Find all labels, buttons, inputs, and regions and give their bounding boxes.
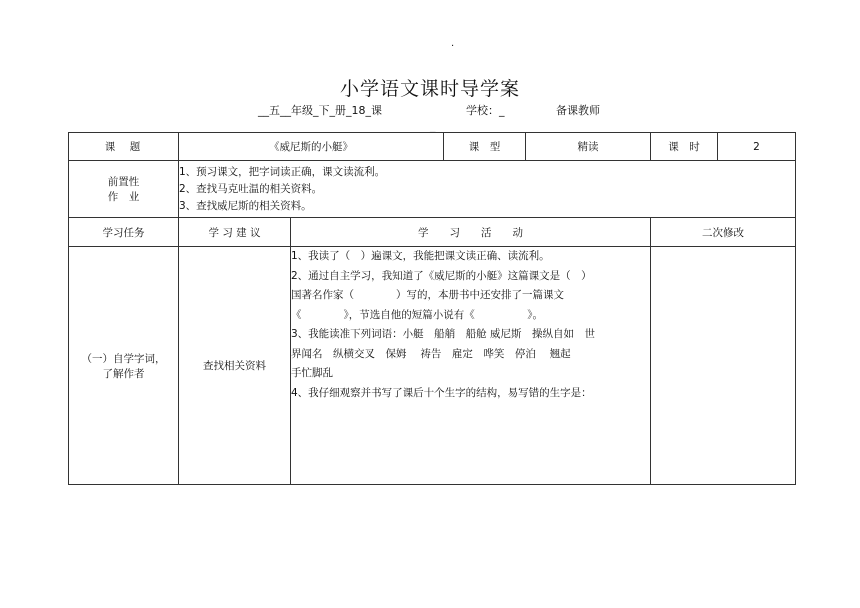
hours-label: 课 时 bbox=[651, 133, 718, 161]
activity-line: 2、通过自主学习，我知道了《威尼斯的小艇》这篇课文是（ ） bbox=[291, 269, 592, 282]
page-title: 小学语文课时导学案 bbox=[339, 78, 520, 100]
prep-label-line2: 作 业 bbox=[107, 191, 140, 203]
task-header: 学习任务 bbox=[69, 218, 179, 247]
prep-label-line1: 前置性 bbox=[107, 176, 140, 188]
teacher-blank: _ bbox=[430, 120, 436, 133]
activity-header: 学 习 活 动 bbox=[291, 218, 651, 247]
revision-cell bbox=[651, 247, 796, 485]
task-row bbox=[69, 247, 796, 485]
activity-line: 手忙脚乱 bbox=[291, 367, 333, 379]
activity-line: 1、我读了（ ）遍课文，我能把课文读正确、读流利。 bbox=[291, 250, 550, 262]
suggestion-cell: 查找相关资料 bbox=[179, 247, 291, 485]
topic-row bbox=[69, 133, 796, 161]
prep-item: 2、查找马克吐温的相关资料。 bbox=[179, 182, 323, 195]
type-value: 精读 bbox=[526, 133, 651, 161]
activity-line: 《 》，节选自他的短篇小说有《 》。 bbox=[291, 308, 543, 321]
topic-label: 课 题 bbox=[69, 133, 179, 161]
prep-row bbox=[69, 161, 796, 218]
prep-item: 3、查找威尼斯的相关资料。 bbox=[179, 199, 312, 212]
school-label: 学校：_ bbox=[466, 104, 505, 117]
suggestion-header: 学 习 建 议 bbox=[179, 218, 291, 247]
type-label: 课 型 bbox=[444, 133, 526, 161]
revision-header: 二次修改 bbox=[651, 218, 796, 247]
activity-cell bbox=[291, 247, 651, 485]
hours-value: 2 bbox=[718, 133, 796, 161]
grade-info: __五__年级_下_册_18_课 bbox=[258, 104, 382, 117]
prep-label bbox=[69, 161, 179, 218]
prep-item: 1、预习课文，把字词读正确，课文读流利。 bbox=[179, 165, 386, 178]
activity-line: 3、我能读准下列词语：小艇 船艄 船舱 威尼斯 操纵自如 世 bbox=[291, 328, 596, 340]
activity-line: 4、我仔细观察并书写了课后十个生字的结构，易写错的生字是： bbox=[291, 386, 592, 399]
task-line: 了解作者 bbox=[102, 367, 145, 380]
column-header-row bbox=[69, 218, 796, 247]
lesson-plan-table bbox=[68, 132, 796, 485]
page-dot: . bbox=[451, 38, 455, 49]
task-line: （一）自学字词， bbox=[81, 352, 166, 365]
activity-line: 界闻名 纵横交叉 保姆 祷告 雇定 哗笑 停泊 翘起 bbox=[291, 347, 571, 360]
prep-content bbox=[179, 161, 796, 218]
topic-value: 《威尼斯的小艇》 bbox=[179, 133, 444, 161]
task-cell bbox=[69, 247, 179, 485]
activity-line: 国著名作家（ ）写的，本册书中还安排了一篇课文 bbox=[291, 289, 564, 301]
teacher-label: 备课教师 bbox=[556, 104, 600, 117]
